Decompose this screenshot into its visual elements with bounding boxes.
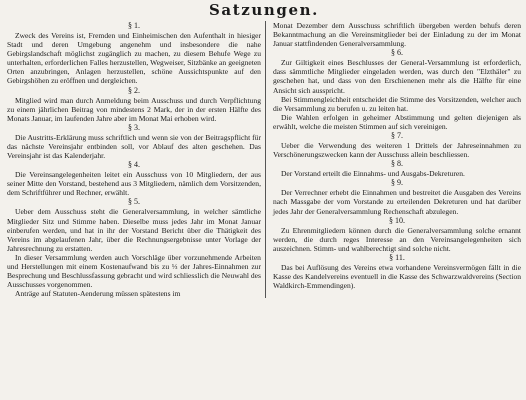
paragraph: In dieser Versammlung werden auch Vorschläge über vorzunehmende Arbeiten und Herstellungen mit einem Kostenaufwand bis zu ⅓ der Jahres-Einnahmen zur Besprechung und Beschlussfassung gebracht und wird schliesslich die Neuwahl des Ausschusses vorgenommen.: [7, 252, 261, 290]
section-number: § 10.: [388, 215, 405, 225]
section-number: § 11.: [389, 252, 405, 262]
section-number: § 6.: [390, 48, 403, 58]
paragraph: Bei Stimmengleichheit entscheidet die Stimme des Vorsitzenden, welcher auch die Versammlung zu berufen u. zu leiten hat.: [272, 94, 521, 113]
paragraph: Zweck des Vereins ist, Fremden und Einheimischen den Aufenthalt in hiesiger Stadt und deren Umgebung angenehm und insbesondere die nahe Gebirgslandschaft möglichst zugänglich zu machen, zu diesem Behufe Wege zu unterhalten, erforderlichen Falles herzustellen, Wegweiser, Sitzbänke an geeigneten Orten anzubringen, Anlagen herzustellen, schöne Aussichtspunkte auf den Gebirgshöhen zu eröffnen und dergleichen.: [7, 31, 261, 86]
paragraph: Der Vorstand erteilt die Einnahms- und Ausgabs-Dekreturen.: [280, 169, 465, 179]
paragraph: Der Verrechner erhebt die Einnahmen und bestreitet die Ausgaben des Vereins nach Massgabe der vom Vorstande zu erteilenden Dekreturen und hat darüber jedes Jahr der Generalversammlung Rechenschaft abzulegen.: [272, 188, 521, 216]
paragraph: Die Vereinsangelegenheiten leitet ein Ausschuss von 10 Mitgliedern, der aus seiner Mitte den Vorstand, bestehend aus 3 Mitgliedern, nämlich dem Vorsitzenden, dem Schriftführer und Rechner, erwählt.: [7, 170, 261, 198]
section-number: § 7.: [390, 131, 403, 141]
columns: [7, 21, 521, 298]
paragraph: Zu Ehrenmitgliedern können durch die Generalversammlung solche ernannt werden, die durch reges Interesse an den Vereinsangelegenheiten sich auszeichnen. Stimm- und wahlberechtigt sind solche nicht.: [272, 225, 521, 253]
section-number: § 4.: [127, 160, 140, 170]
section-number: § 5.: [127, 197, 140, 207]
paragraph: Monat Dezember dem Ausschuss schriftlich übergeben werden behufs deren Bekanntmachung an die Vereinsmitglieder bei der Einladung zu der im Monat Januar stattfindenden Generalversammlung.: [272, 21, 521, 49]
page-title: Satzungen.: [209, 1, 319, 19]
paragraph: Anträge auf Statuten-Aenderung müssen spätestens im: [15, 289, 181, 299]
paragraph: Mitglied wird man durch Anmeldung beim Ausschuss und durch Verpflichtung zu einem jährlichen Beitrag von mindestens 2 Mark, der in der ersten Hälfte des Monats Januar, im laufenden Jahre aber im Monat Mai erhoben wird.: [7, 95, 261, 123]
section-number: § 2.: [127, 85, 140, 95]
paragraph: Das bei Auflösung des Vereins etwa vorhandene Vereinsvermögen fällt in die Kasse des Kandelvereins eventuell in die Kasse des Schwarzwaldvereins (Section Waldkirch-Emmendingen).: [272, 262, 521, 291]
paragraph: Zur Giltigkeit eines Beschlusses der General-Versammlung ist erforderlich, dass sämmtliche Mitglieder eingeladen werden, was durch den "Elzthäler" zu geschehen hat, und dass von den Erschienenen mehr als die Hälfte für eine Ansicht sich ausspricht.: [272, 58, 521, 95]
paragraph: Ueber dem Ausschuss steht die Generalversammlung, in welcher sämtliche Mitglieder Sitz und Stimme haben. Dieselbe muss jedes Jahr im Monat Januar einberufen werden, und hat in ihr der Vorstand Bericht über die Thätigkeit des Vereins im abgelaufenen Jahr, über die Rechnungsergebnisse unter Vorlage der Jahresrechnung zu erstatten.: [7, 207, 261, 253]
section-number: § 9.: [390, 178, 403, 188]
paragraph: Die Austritts-Erklärung muss schriftlich und wenn sie von der Beitragspflicht für das nächste Vereinsjahr entbinden soll, vor Ablauf des alten geschehen. Das Vereinsjahr ist das Kalenderjahr.: [7, 132, 261, 161]
right-column: [266, 21, 521, 298]
left-column: [7, 21, 266, 298]
section-number: § 8.: [390, 159, 403, 169]
paragraph: Ueber die Verwendung des weiteren 1 Drittels der Jahreseinnahmen zu Verschönerungszwecken kann der Ausschuss allein beschliessen.: [272, 141, 521, 160]
paragraph: Die Wahlen erfolgen in geheimer Abstimmung und gelten diejenigen als erwählt, welche die meisten Stimmen auf sich vereinigen.: [272, 112, 521, 131]
section-number: § 3.: [127, 122, 140, 132]
section-number: § 1.: [127, 21, 140, 30]
